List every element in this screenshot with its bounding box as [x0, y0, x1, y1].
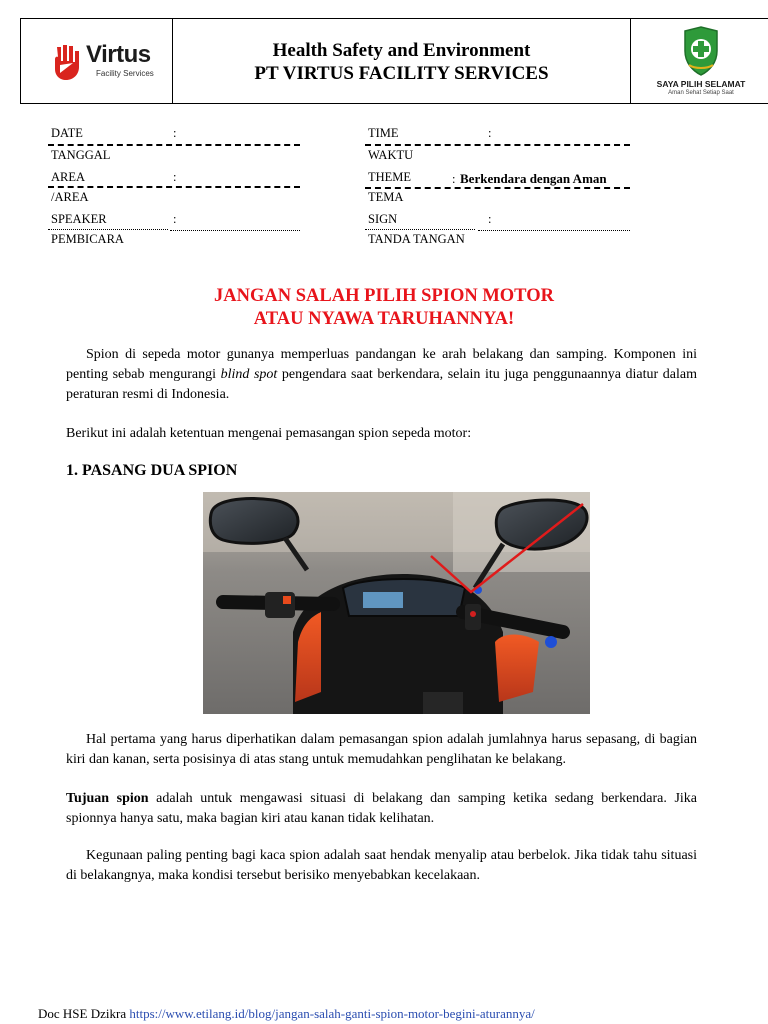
article-title-line-2: ATAU NYAWA TARUHANNYA! [253, 309, 515, 329]
virtus-logo [51, 41, 161, 85]
footer-source-link[interactable]: https://www.etilang.id/blog/jangan-salah-ganti-spion-motor-begini-aturannya/ [129, 1006, 535, 1021]
speaker-colon: : [173, 212, 177, 226]
virtus-hand-logo-icon [51, 43, 85, 81]
sign-underline-a [365, 229, 475, 230]
speaker-underline-b [170, 230, 300, 231]
intro-text-1: Spion di sepeda motor gunanya memperluas pandangan ke arah belakang dan samping. Komponen ini penting sebab mengurangi [66, 347, 697, 382]
virtus-wordmark: Virtus [86, 41, 151, 68]
badge-main-text: SAYA PILIH SELAMAT [656, 79, 746, 89]
paragraph-1: Hal pertama yang harus diperhatikan dalam pemasangan spion adalah jumlahnya harus sepasang, di bagian kiri dan kanan, serta posisinya di atas stang untuk memudahkan penglihatan ke belakang. [66, 732, 697, 767]
pembicara-label: PEMBICARA [51, 232, 124, 246]
waktu-label: WAKTU [368, 148, 414, 162]
intro-paragraph [66, 345, 697, 405]
header-badge-cell [630, 19, 768, 103]
header-logo-cell [21, 19, 173, 103]
sign-label: SIGN [368, 212, 398, 226]
badge-sub-text: Aman Sehat Setiap Saat [668, 90, 734, 96]
virtus-subtitle: Facility Services [96, 69, 154, 78]
header-titles [173, 19, 630, 103]
area-colon: : [173, 170, 177, 184]
intro-italic-term: blind spot [220, 367, 278, 382]
area-label: AREA [51, 170, 86, 184]
date-label: DATE [51, 126, 83, 140]
green-cross-shield-icon [681, 25, 721, 77]
theme-colon: : [452, 172, 456, 186]
tema-label: TEMA [368, 190, 404, 204]
intro-text-2: pengendara saat berkendara, selain itu juga penggunaannya diatur dalam peraturan resmi di Indonesia. [66, 367, 698, 402]
theme-underline [365, 187, 630, 189]
time-underline [365, 144, 630, 146]
footer-prefix: Doc HSE Dzikra [38, 1006, 127, 1021]
paragraph-3: Kegunaan paling penting bagi kaca spion adalah saat hendak menyalip atau berbelok. Jika tidak tahu situasi di belakangnya, maka kondisi tersebut berisiko menyebabkan kecelakaan. [66, 848, 697, 883]
time-label: TIME [368, 126, 399, 140]
speaker-underline-a [48, 229, 168, 230]
area-underline [48, 186, 300, 188]
speaker-label: SPEAKER [51, 212, 107, 226]
sign-underline-b [478, 230, 630, 231]
paragraph-2 [66, 789, 697, 829]
theme-value: Berkendara dengan Aman [460, 171, 607, 186]
header-box [20, 18, 768, 104]
header-title-2: PT VIRTUS FACILITY SERVICES [254, 63, 549, 84]
tanggal-label: TANGGAL [51, 148, 111, 162]
safety-badge [651, 25, 751, 101]
sign-colon: : [488, 212, 492, 226]
area-sub-label: /AREA [51, 190, 89, 204]
paragraph-2-bold: Tujuan spion [66, 791, 149, 806]
section-1-heading: 1. PASANG DUA SPION [66, 462, 238, 479]
date-colon: : [173, 126, 177, 140]
article-title-line-1: JANGAN SALAH PILIH SPION MOTOR [214, 286, 554, 306]
lead-paragraph: Berikut ini adalah ketentuan mengenai pemasangan spion sepeda motor: [66, 426, 472, 441]
motorcycle-mirror-illustration [203, 492, 590, 714]
theme-label: THEME [368, 170, 412, 184]
time-colon: : [488, 126, 492, 140]
paragraph-2-text: adalah untuk mengawasi situasi di belakang dan samping ketika sedang berkendara. Jika spionnya hanya satu, maka bagian kiri atau kanan tidak kelihatan. [66, 791, 697, 826]
tanda-tangan-label: TANDA TANGAN [368, 232, 465, 246]
footer [38, 1006, 535, 1022]
header-title-1: Health Safety and Environment [272, 40, 531, 61]
motorcycle-mirror-photo [203, 492, 590, 714]
date-underline [48, 144, 300, 146]
